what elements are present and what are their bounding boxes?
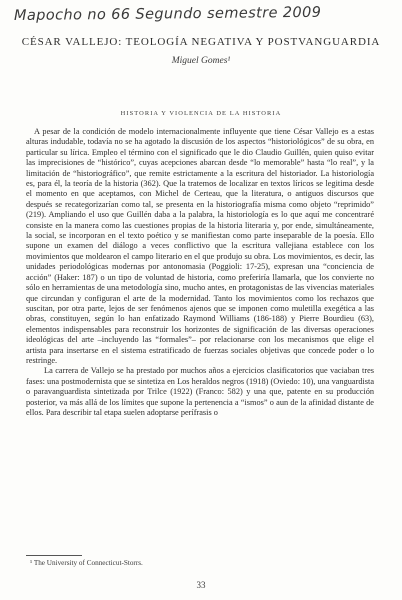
section-heading: HISTORIA Y VIOLENCIA DE LA HISTORIA — [120, 110, 282, 117]
paragraph-2: La carrera de Vallejo se ha prestado por muchos años a ejercicios clasificatorios que vaciaban tres fases: una postmodernista que se sintetiza en Los heraldos negros (1918) (Oviedo: 10), una vanguardista o paravanguardista sintetizada por Trilce (1922) (Franco: 582) y una que, patente en su producción posterior, va más allá de los límites que supone la pertenencia a “ismos” o aun de la afinidad distante de ellos. Para describir tal etapa suelen adoptarse perífrasis o — [26, 366, 374, 417]
footnote-divider — [26, 555, 82, 556]
article-title: CÉSAR VALLEJO: TEOLOGÍA NEGATIVA Y POSTVANGUARDIA — [21, 36, 381, 48]
author-name: Miguel Gomes¹ — [171, 56, 231, 66]
handwritten-annotation: Mapocho no 66 Segundo semestre 2009 — [13, 4, 322, 24]
paragraph-1: A pesar de la condición de modelo internacionalmente influyente que tiene César Vallejo es a estas alturas indudable, todavía no se ha agotado la discusión de los aspectos “historiológicos” de su obra, en particular su lírica. Empleo el término con el significado que le dio Claudio Guillén, quien quiso evitar las imprecisiones de “histórico”, cuyas acepciones abarcan desde “lo memorable” hasta “lo real”, y la limitación de “historiográfico”, que remite estrictamente a la escritura del historiador. La historiología es, para él, la teoría de la historia (362). Que la tratemos de localizar en textos líricos se legitima desde el momento en que aceptamos, con Michel de Certeau, que la literatura, o antiguos discursos que después se recategorizarían como tal, se presenta en la historiografía misma como objeto “reprimido” (219). Ampliando el uso que Guillén daba a la palabra, la historiología es lo que aquí me concentraré consiste en la manera como las cuestiones propias de la historia literaria y, por ende, simultáneamente, la social, se incorporan en el texto poético y se manifiestan como parte inseparable de la poesía. Ello supone un examen del diálogo a veces conflictivo que la escritura vallejiana establece con los movimientos que moldearon el campo literario en el que produjo su obra. Los movimientos, es decir, las unidades periodológicas modernas por antonomasia (Poggioli: 17-25), expresan una “conciencia de acción” (Haker: 187) o un tipo de voluntad de historia, como preferiría llamarla, que los convierte no sólo en herramientas de una metodología sino, mucho antes, en protagonistas de las vivencias materiales que circundan y configuran el arte de la modernidad. Tanto los movimientos como los rechazos que suscitan, por otra parte, lejos de ser fenómenos ajenos que se imponen como muletilla exegética a las obras, constituyen, según lo han enfatizado Raymond Williams (186-188) y Pierre Bourdieu (63), elementos indispensables para reconstruir los horizontes de significación de las diversas operaciones ideológicas del arte –incluyendo las “formales”– por relacionarse con los mecanismos que elige el artista para insertarse en el sistema estratificado de fuerzas sociales objetivas que concede poder o lo restringe. — [26, 127, 374, 365]
body-text — [26, 127, 374, 418]
footnote: ¹ The University of Connecticut-Storrs. — [30, 559, 143, 567]
page-number: 33 — [196, 580, 206, 590]
